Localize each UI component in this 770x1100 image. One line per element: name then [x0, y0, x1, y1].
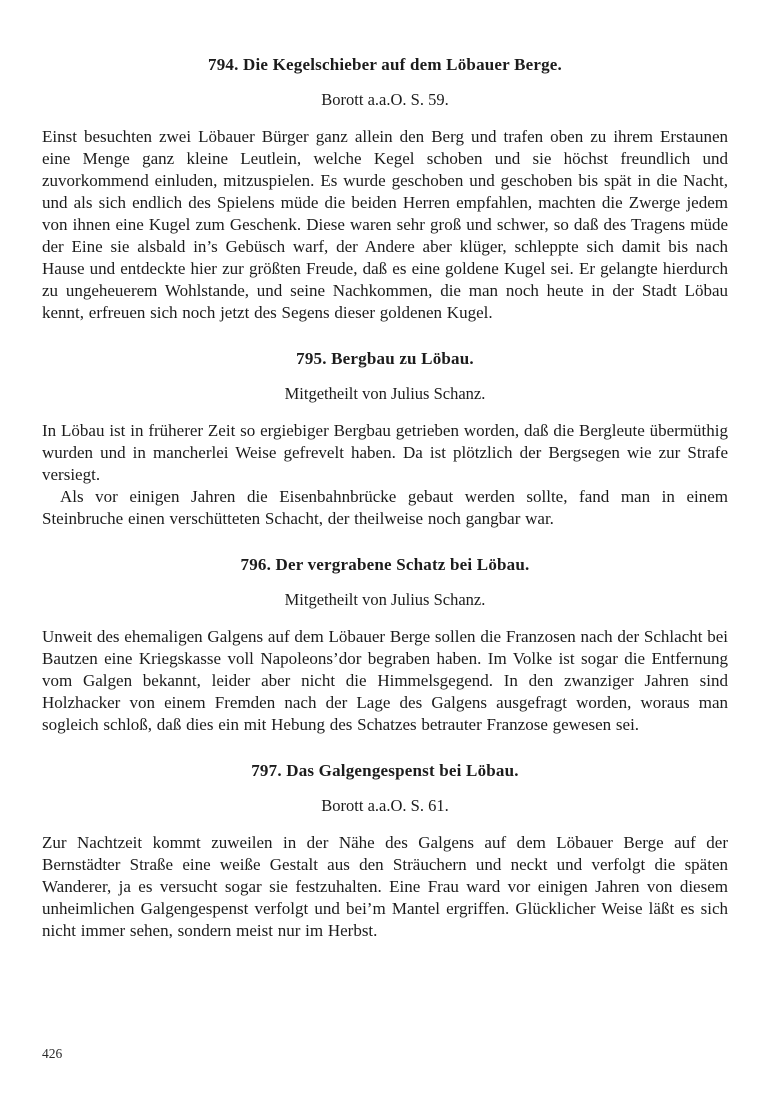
section-source: Mitgetheilt von Julius Schanz. — [284, 590, 486, 609]
section-source: Borott a.a.O. S. 61. — [321, 796, 449, 815]
section-paragraph: Zur Nachtzeit kommt zuweilen in der Nähe des Galgens auf dem Löbauer Berge auf der Bernstädter Straße eine weiße Gestalt aus den Sträuchern und neckt und verfolgt die späten Wanderer, ja es versucht sogar sie festzuhalten. Eine Frau ward vor einigen Jahren von diesem unheimlichen Galgengespenst verfolgt und bei’m Mantel ergriffen. Glücklicher Weise läßt es sich nicht immer sehen, sondern meist nur im Herbst. — [42, 833, 728, 940]
section-paragraph: In Löbau ist in früherer Zeit so ergiebiger Bergbau getrieben worden, daß die Bergleute übermüthig wurden und in mancherlei Weise gefrevelt haben. Da ist plötzlich der Bergsegen wie zur Strafe versiegt. — [42, 421, 728, 484]
section-title: 797. Das Galgengespenst bei Löbau. — [251, 761, 519, 780]
section-source: Mitgetheilt von Julius Schanz. — [284, 384, 486, 403]
section-796 — [42, 554, 728, 736]
section-source: Borott a.a.O. S. 59. — [321, 90, 449, 109]
section-title: 795. Bergbau zu Löbau. — [296, 349, 474, 368]
section-794 — [42, 54, 728, 324]
page-number: 426 — [42, 1046, 63, 1061]
section-title: 796. Der vergrabene Schatz bei Löbau. — [240, 555, 530, 574]
section-paragraph: Einst besuchten zwei Löbauer Bürger ganz allein den Berg und trafen oben zu ihrem Erstaunen eine Menge ganz kleine Leutlein, welche Kegel schoben und sie höchst freundlich und zuvorkommend einluden, mitzuspielen. Es wurde geschoben und geschoben bis spät in die Nacht, und als sich endlich des Spielens müde die beiden Herren empfahlen, machten die Zwerge jedem von ihnen eine Kugel zum Geschenk. Diese waren sehr groß und schwer, so daß des Tragens müde der Eine sie alsbald in’s Gebüsch warf, der Andere aber klüger, schleppte sich damit bis nach Hause und entdeckte hier zur größten Freude, daß es eine goldene Kugel sei. Er gelangte hierdurch zu ungeheuerem Wohlstande, und seine Nachkommen, die man noch heute in der Stadt Löbau kennt, erfreuen sich noch jetzt des Segens dieser goldenen Kugel. — [42, 127, 728, 322]
section-paragraph: Unweit des ehemaligen Galgens auf dem Löbauer Berge sollen die Franzosen nach der Schlacht bei Bautzen eine Kriegskasse voll Napoleons’dor begraben haben. Im Volke ist sogar die Entfernung vom Galgen bekannt, leider aber nicht die Himmelsgegend. In den zwanziger Jahren sind Holzhacker von einem Fremden nach der Lage des Galgens ausgefragt worden, woraus man sogleich schloß, daß dies ein mit Hebung des Schatzes betrauter Franzose gewesen sei. — [42, 627, 728, 734]
section-title: 794. Die Kegelschieber auf dem Löbauer Berge. — [208, 55, 562, 74]
section-paragraph: Als vor einigen Jahren die Eisenbahnbrücke gebaut werden sollte, fand man in einem Steinbruche einen verschütteten Schacht, der theilweise noch gangbar war. — [42, 487, 728, 528]
section-795 — [42, 348, 728, 530]
section-797 — [42, 760, 728, 942]
